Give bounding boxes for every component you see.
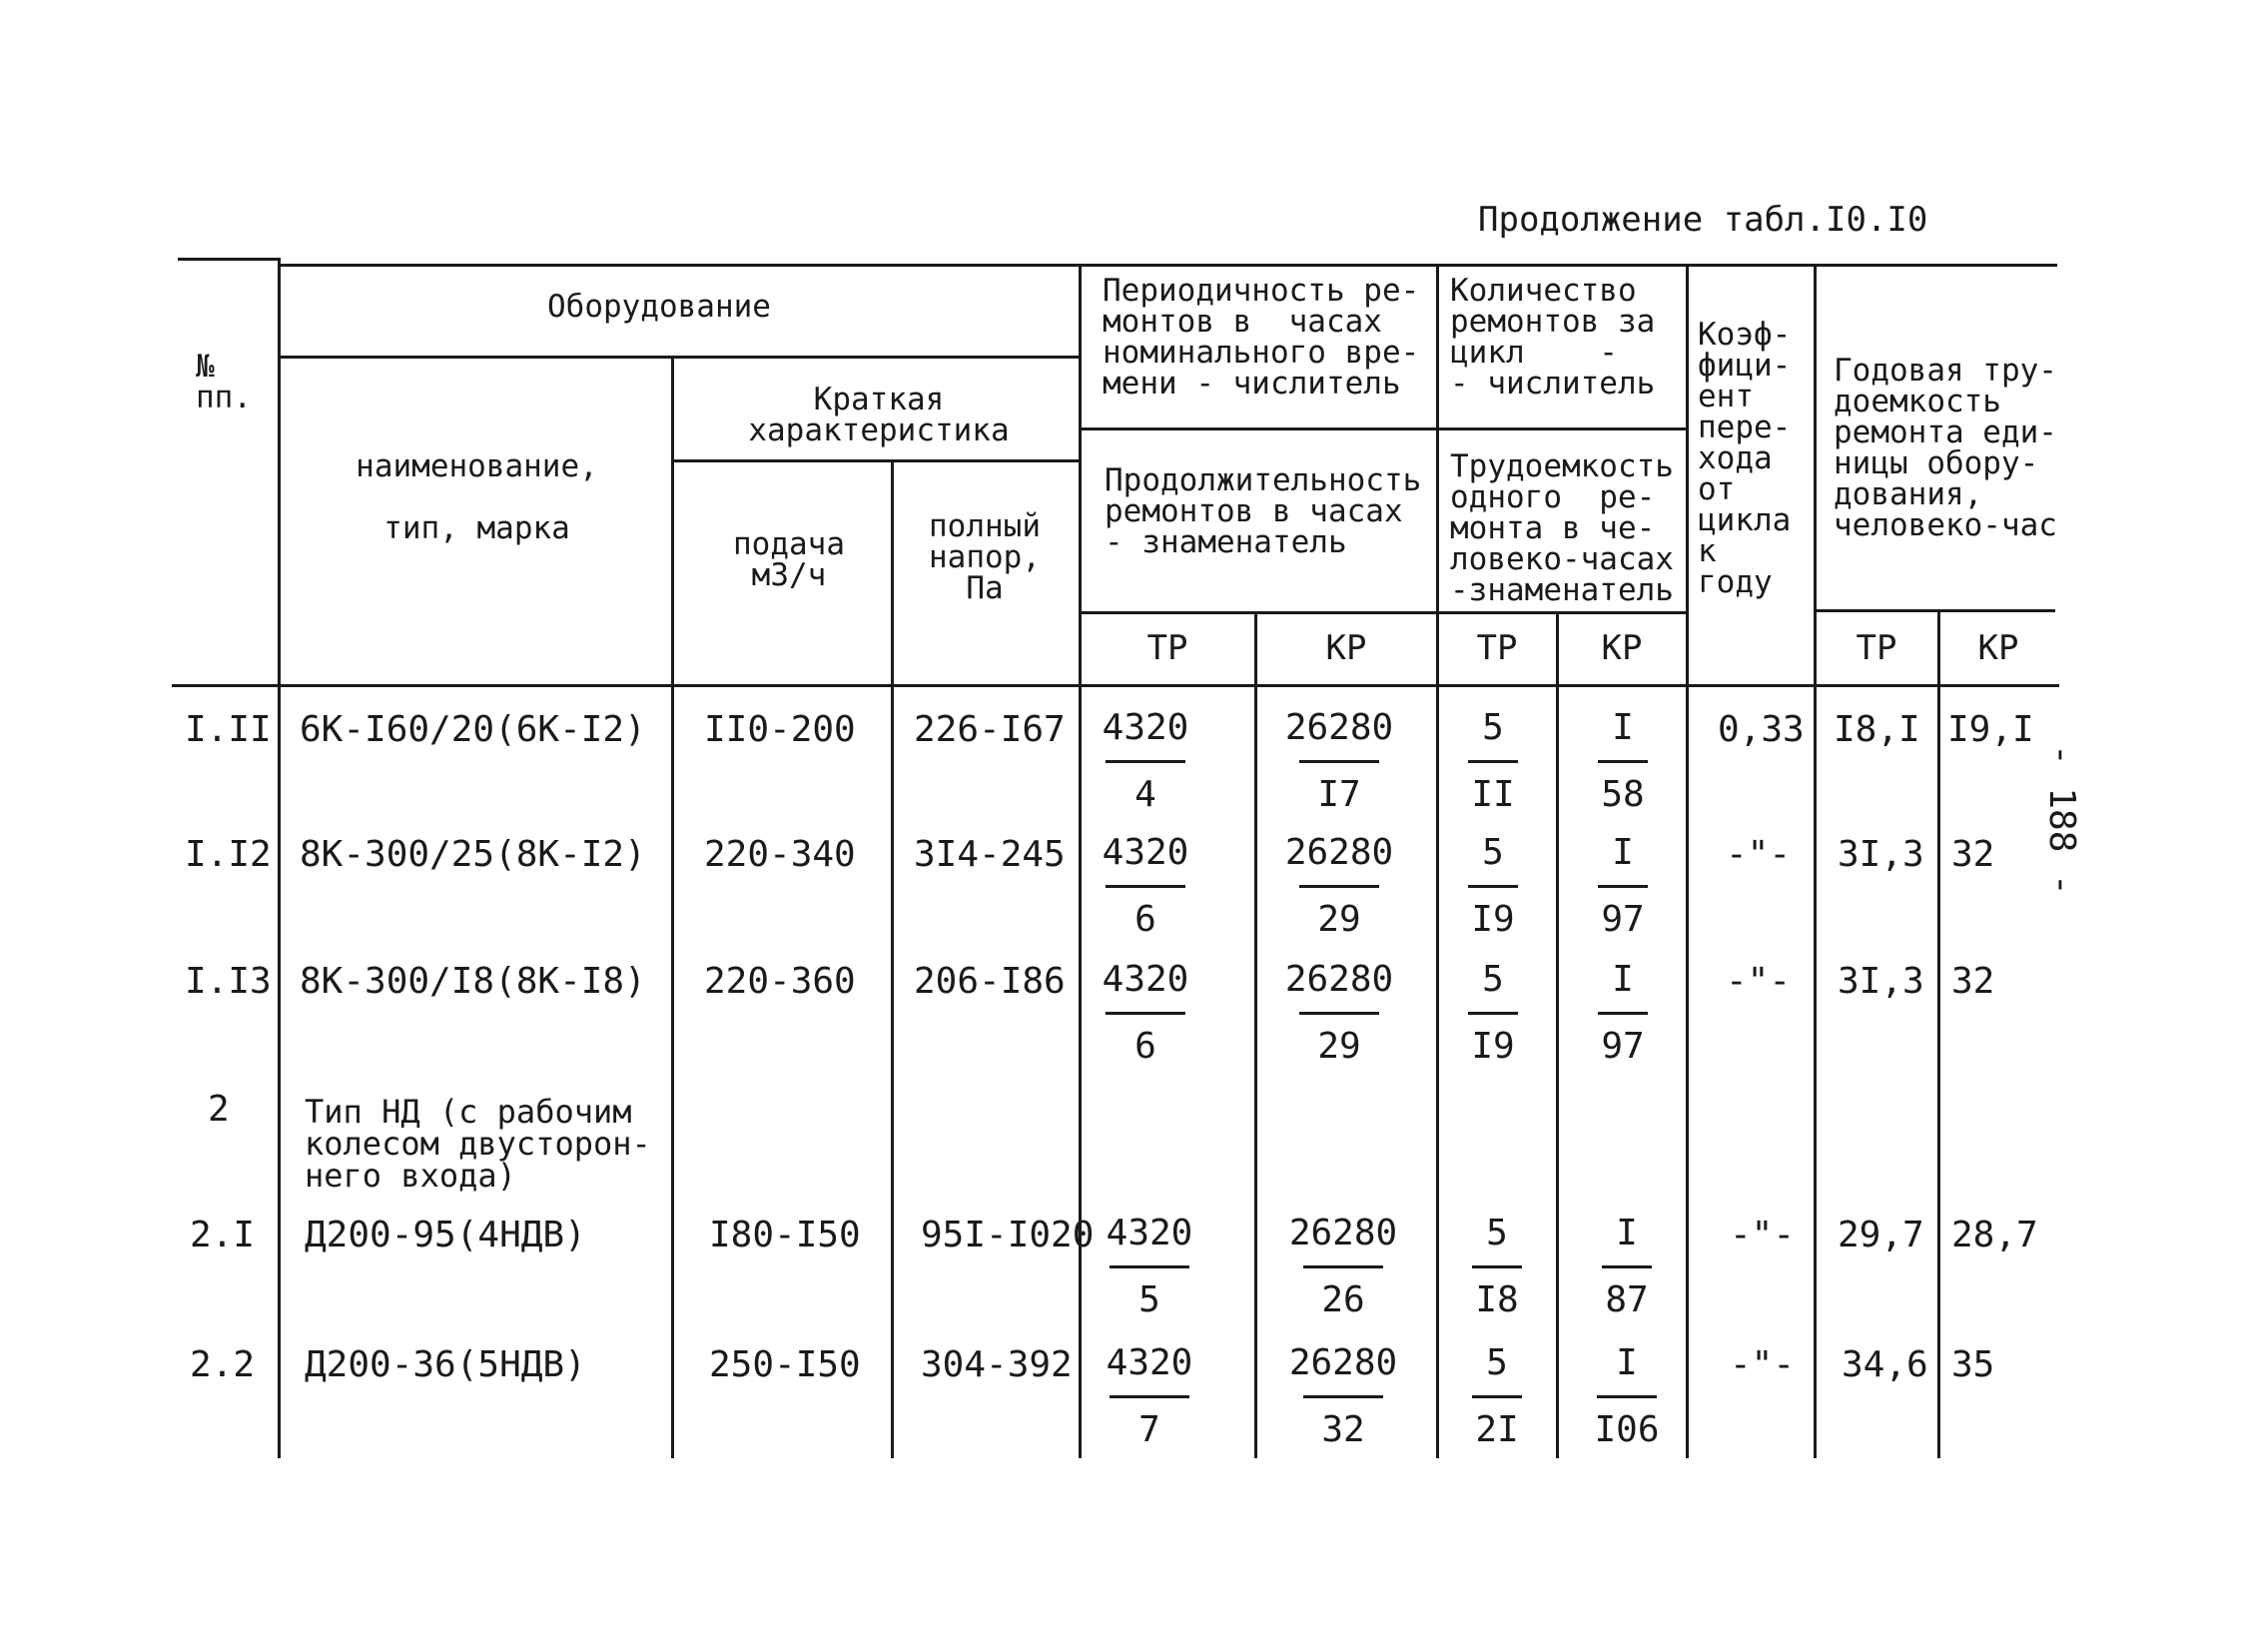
row-flow: 250-I50 (709, 1344, 861, 1385)
table-top-rule-right (278, 264, 2057, 267)
periodicity-tr-fraction: 4320 7 (1106, 1342, 1193, 1450)
header-bottom-rule (172, 684, 2059, 687)
col-rule-5 (1254, 611, 1257, 1458)
row-flow: 220-340 (704, 834, 856, 875)
count-tr-fraction: 5 II (1448, 706, 1538, 817)
row-flow: 220-360 (704, 961, 856, 1002)
rule-under-brief (671, 459, 1079, 462)
col-rule-9 (1814, 264, 1817, 1458)
row-number: I.I2 (185, 834, 272, 875)
group-name: Тип НД (с рабочим колесом двусторон- него входа) (305, 1093, 651, 1195)
col-rule-8 (1686, 264, 1689, 1458)
col-rule-1 (278, 258, 281, 1458)
header-annual: Годовая тру- доемкость ремонта еди- ницы обору- дования, человеко-час (1834, 353, 2057, 543)
count-kr-fraction: I I06 (1594, 1342, 1660, 1450)
row-coefficient: 0,33 (1718, 709, 1805, 750)
row-annual-tr: 3I,3 (1838, 834, 1924, 875)
row-coefficient: -"- (1730, 1215, 1796, 1255)
row-annual-tr: 29,7 (1838, 1215, 1924, 1255)
col-rule-10 (1937, 611, 1940, 1458)
header-kr-periodicity: КР (1325, 628, 1367, 668)
row-head: 206-I86 (914, 961, 1066, 1002)
row-coefficient: -"- (1726, 961, 1792, 1002)
table-caption: Продолжение табл.I0.I0 (1478, 200, 1928, 240)
count-kr-fraction: I 58 (1578, 706, 1668, 817)
col-rule-6 (1436, 264, 1439, 1458)
periodicity-kr-fraction: 26280 29 (1284, 959, 1394, 1067)
count-tr-fraction: 5 2I (1452, 1341, 1542, 1452)
periodicity-kr-fraction: 26280 29 (1284, 832, 1394, 940)
header-equipment: Оборудование (547, 289, 771, 325)
row-name: 8К-300/I8(8К-I8) (300, 961, 646, 1002)
row-name: 6К-I60/20(6К-I2) (300, 709, 646, 750)
count-kr-fraction: I 97 (1578, 831, 1668, 942)
header-name: наименование, тип, марка (356, 448, 598, 546)
header-tr-periodicity: ТР (1146, 628, 1188, 668)
periodicity-tr-fraction: 4320 6 (1102, 959, 1189, 1067)
header-kr-count: КР (1601, 628, 1643, 668)
group-number: 2 (208, 1089, 230, 1130)
col-rule-3 (891, 459, 894, 1458)
periodicity-kr-fraction: 26280 32 (1288, 1342, 1398, 1450)
header-brief: Краткая характеристика (748, 382, 1010, 448)
count-tr-fraction: 5 I9 (1448, 958, 1538, 1069)
row-head: 226-I67 (914, 709, 1066, 750)
header-kr-annual: КР (1977, 628, 2019, 668)
header-tr-annual: ТР (1856, 628, 1897, 668)
row-annual-tr: 3I,3 (1838, 961, 1924, 1002)
count-tr-fraction: 5 I9 (1448, 831, 1538, 942)
count-kr-fraction: I 87 (1582, 1212, 1672, 1322)
header-tr-count: ТР (1476, 628, 1518, 668)
periodicity-kr-fraction: 26280 26 (1288, 1213, 1398, 1320)
row-number: 2.I (190, 1215, 256, 1255)
row-annual-tr: 34,6 (1842, 1344, 1928, 1385)
header-periodicity: Периодичность ре- монтов в часах номинального вре- мени - числитель (1103, 273, 1420, 402)
row-flow: I80-I50 (709, 1215, 861, 1255)
header-duration: Продолжительность ремонтов в часах - знаменатель (1105, 462, 1422, 560)
row-coefficient: -"- (1726, 834, 1792, 875)
col-rule-7 (1556, 611, 1559, 1458)
row-name: 8К-300/25(8К-I2) (300, 834, 646, 875)
periodicity-tr-fraction: 4320 4 (1102, 707, 1189, 815)
row-annual-tr: I8,I (1834, 709, 1920, 750)
row-name: Д200-36(5НДВ) (305, 1344, 586, 1385)
row-annual-kr: 28,7 (1951, 1215, 2038, 1255)
rule-under-duration (1079, 611, 1688, 614)
row-annual-kr: 35 (1951, 1344, 1995, 1385)
row-number: I.II (185, 709, 272, 750)
page-number: - 188 - (2041, 744, 2082, 896)
row-head: 304-392 (921, 1344, 1073, 1385)
header-head: полный напор, Па (929, 508, 1041, 606)
row-flow: II0-200 (704, 709, 856, 750)
periodicity-tr-fraction: 4320 5 (1106, 1213, 1193, 1320)
periodicity-tr-fraction: 4320 6 (1102, 832, 1189, 940)
periodicity-kr-fraction: 26280 I7 (1284, 707, 1394, 815)
row-number: 2.2 (190, 1344, 256, 1385)
rule-under-annual (1816, 609, 2055, 612)
rule-under-equipment (280, 356, 1079, 359)
row-annual-kr: I9,I (1947, 709, 2034, 750)
header-labor: Трудоемкость одного ре- монта в че- ловеко-часах -знаменатель (1450, 448, 1674, 608)
row-annual-kr: 32 (1951, 961, 1995, 1002)
row-name: Д200-95(4НДВ) (305, 1215, 586, 1255)
row-head: 3I4-245 (914, 834, 1066, 875)
row-coefficient: -"- (1730, 1344, 1796, 1385)
count-tr-fraction: 5 I8 (1452, 1212, 1542, 1322)
count-kr-fraction: I 97 (1578, 958, 1668, 1069)
header-coefficient: Коэф- фици- ент пере- хода от цикла к году (1698, 317, 1792, 600)
row-head: 95I-I020 (921, 1215, 1095, 1255)
header-flow: подача м3/ч (733, 526, 845, 593)
table-top-rule (178, 258, 278, 261)
row-annual-kr: 32 (1951, 834, 1995, 875)
header-number: № пп. (196, 349, 252, 415)
col-rule-4 (1079, 264, 1082, 1458)
row-number: I.I3 (185, 961, 272, 1002)
rule-under-periodicity (1079, 427, 1688, 430)
col-rule-2 (671, 356, 674, 1458)
header-count: Количество ремонтов за цикл - - числитель (1450, 273, 1656, 402)
